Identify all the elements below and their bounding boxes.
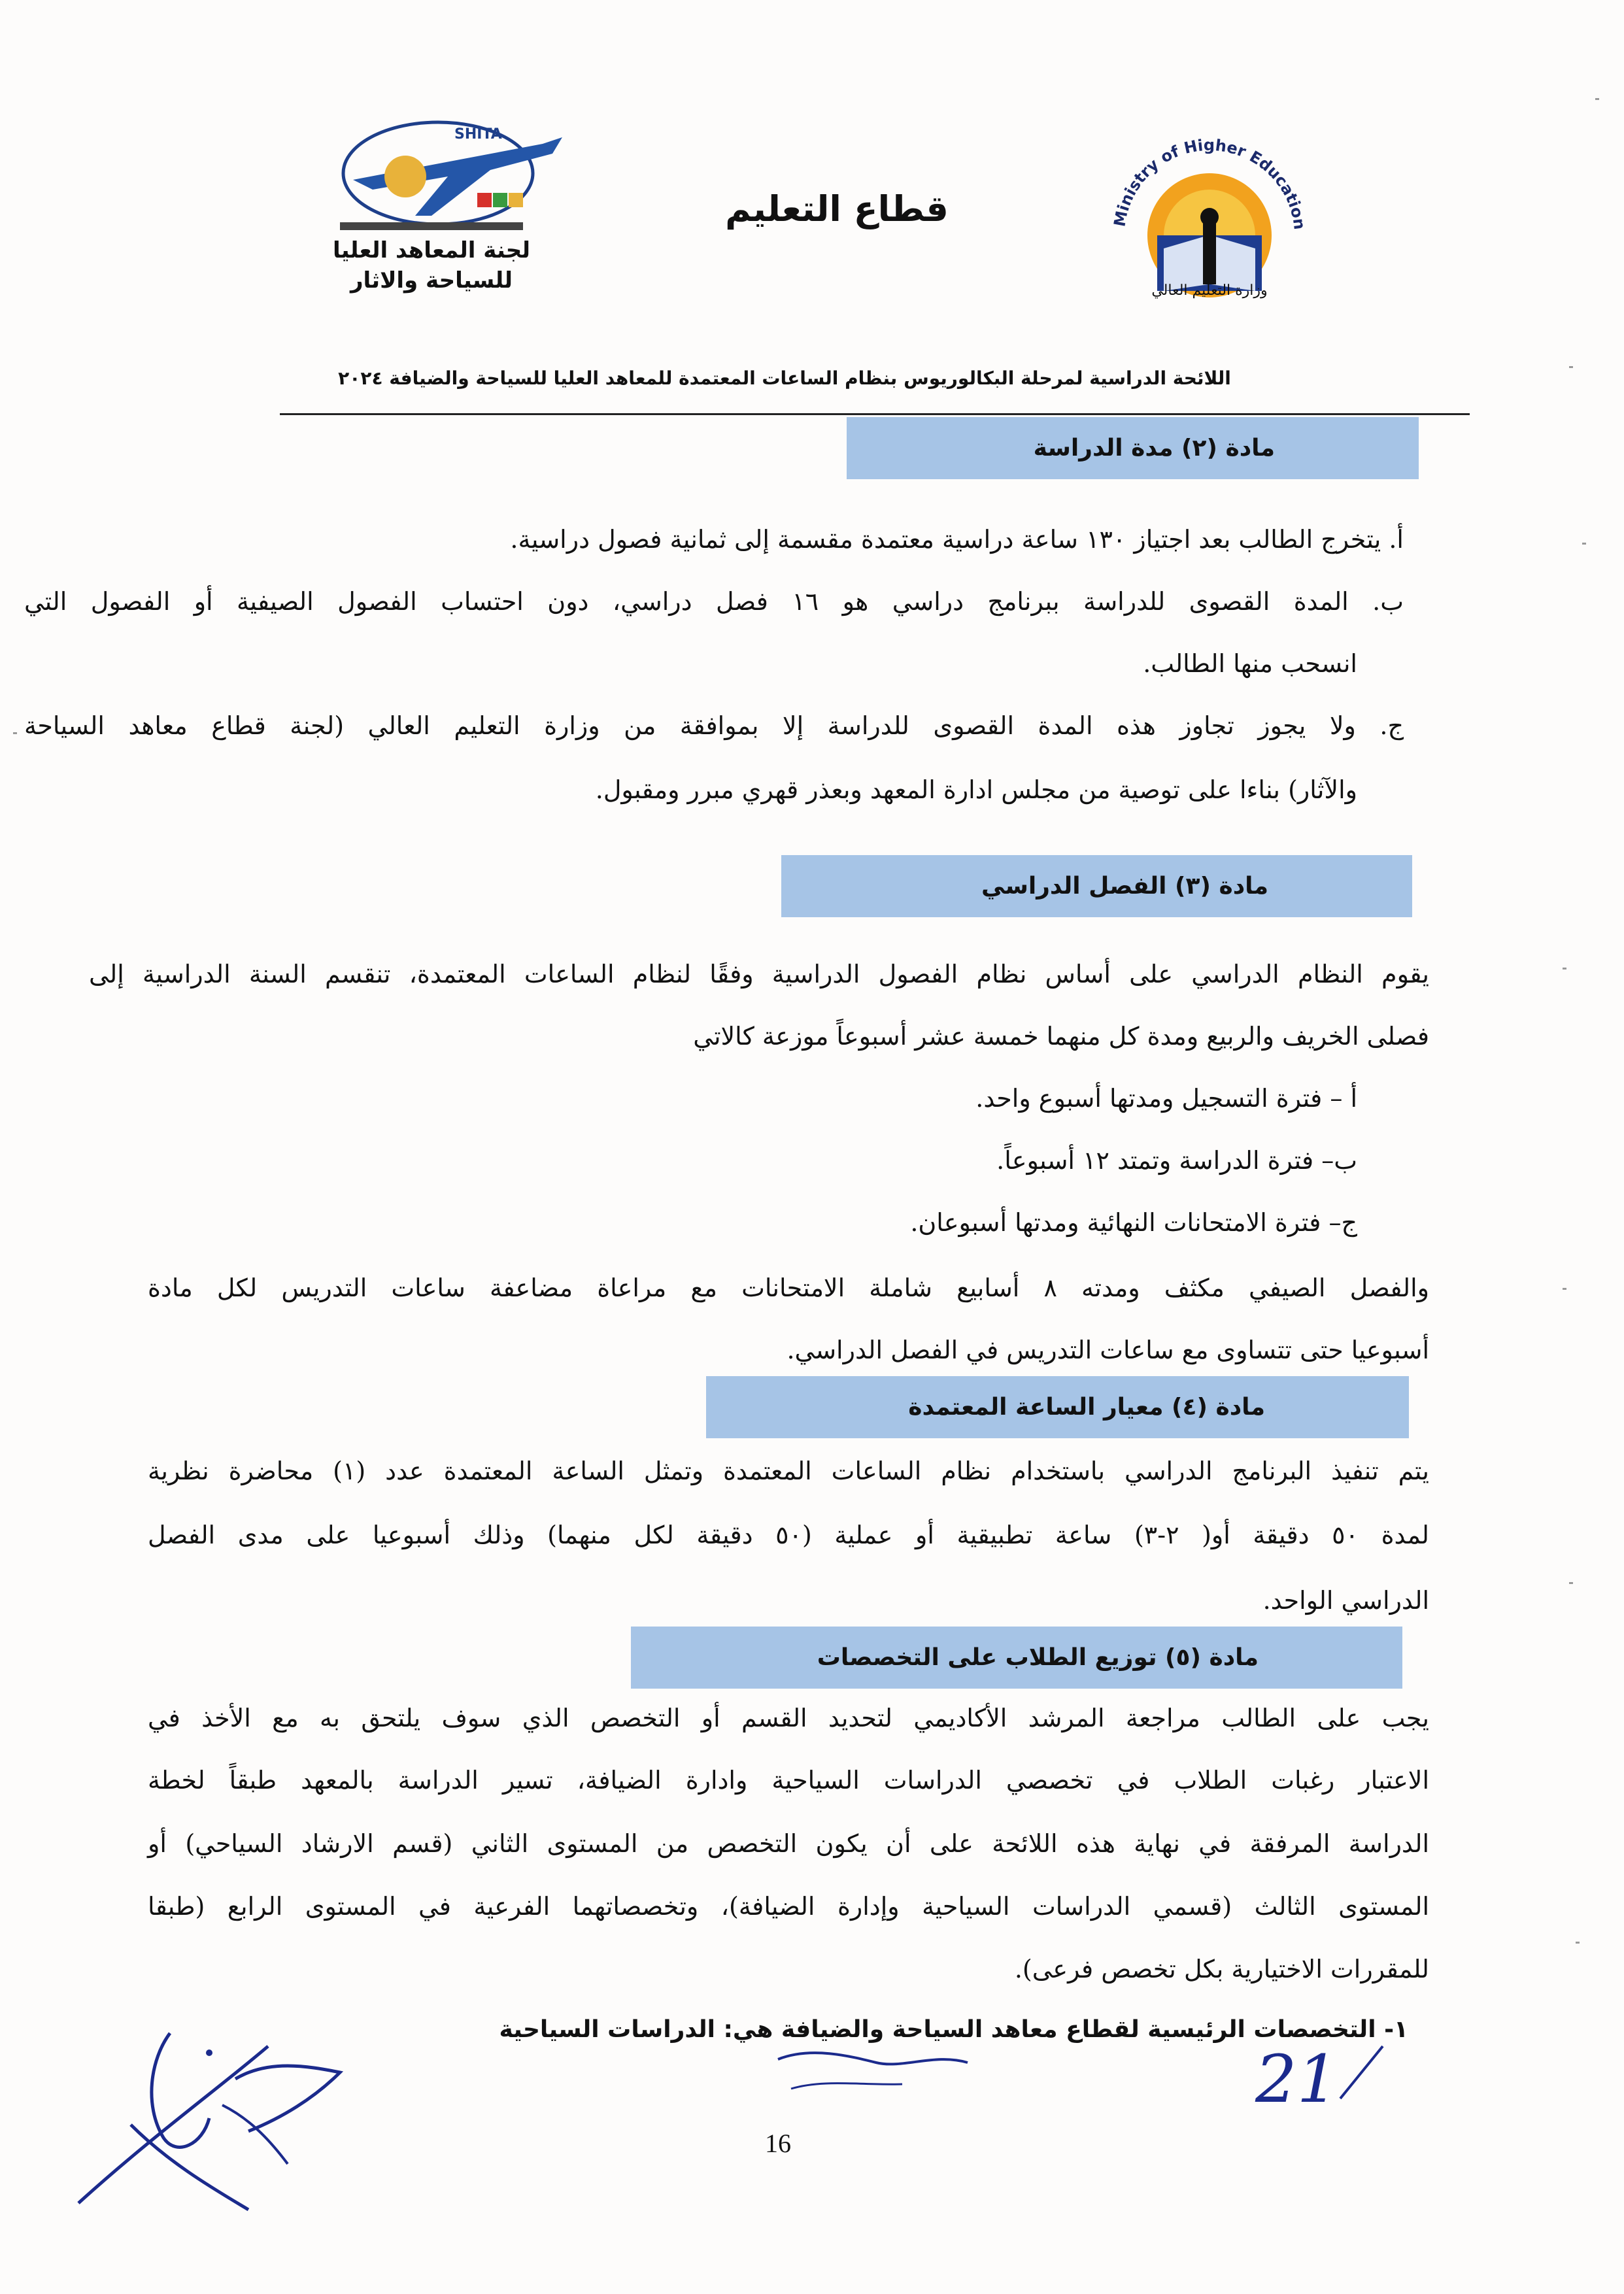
- scan-speck: [1595, 98, 1599, 100]
- scan-speck: [1563, 1288, 1566, 1290]
- page-number: 16: [765, 2129, 791, 2158]
- article3-para1-line1: يقوم النظام الدراسي على أساس نظام الفصول الدراسية وفقًا لنظام الساعات المعتمدة، تنقسم السنة الدراسية إلى: [89, 960, 1429, 988]
- article3-para2-line1: والفصل الصيفي مكثف ومدته ٨ أسابيع شاملة الامتحانات مع مراعاة مضاعفة ساعات التدريس لكل مادة: [148, 1274, 1430, 1302]
- svg-text:Ministry of Higher Education: Ministry of Higher Education: [1110, 137, 1309, 231]
- article2-heading: [847, 417, 1419, 479]
- sector-title: قطاع التعليم: [725, 188, 949, 229]
- committee-name: [275, 235, 588, 295]
- article3-item-c: ج– فترة الامتحانات النهائية ومدتها أسبوعان.: [910, 1208, 1357, 1237]
- article5-heading-text: مادة (٥) توزيع الطلاب على التخصصات: [817, 1644, 1259, 1671]
- article5-line4: المستوى الثالث (قسمي الدراسات السياحية وإدارة الضيافة)، وتخصصاتهما الفرعية في المستوى الرابع (طبقا: [148, 1892, 1430, 1921]
- committee-name-line2: للسياحة والاثار: [350, 267, 513, 294]
- article5-line1: يجب على الطالب مراجعة المرشد الأكاديمي لتحديد القسم أو التخصص الذي سوف يلتحق به مع الأخذ في: [148, 1704, 1429, 1732]
- article2-item-b-line2: انسحب منها الطالب.: [1143, 649, 1357, 678]
- article4-heading: [706, 1376, 1409, 1438]
- article5-line6: ١- التخصصات الرئيسية لقطاع معاهد السياحة والضيافة هي: الدراسات السياحية: [499, 2016, 1408, 2043]
- committee-name-line1: لجنة المعاهد العليا: [333, 237, 530, 263]
- article4-line3: الدراسي الواحد.: [1262, 1586, 1429, 1615]
- article5-line3: الدراسة المرفقة في نهاية هذه اللائحة على أن يكون التخصص من المستوى الثاني (قسم الارشاد السياحي) أو: [148, 1829, 1429, 1858]
- signature: [52, 2007, 366, 2223]
- article4-line1: يتم تنفيذ البرنامج الدراسي باستخدام نظام الساعات المعتمدة وتمثل الساعة المعتمدة عدد (١) محاضرة نظرية: [148, 1457, 1429, 1485]
- header-divider: [280, 413, 1470, 415]
- article4-line2: لمدة ٥٠ دقيقة أو( ٢-٣) ساعة تطبيقية أو عملية (٥٠ دقيقة لكل منهما) وذلك أسبوعيا على مدى الفصل: [148, 1521, 1430, 1549]
- article3-heading-text: مادة (٣) الفصل الدراسي: [981, 873, 1268, 900]
- handwritten-number: [1242, 2033, 1399, 2118]
- scan-speck: [1569, 366, 1573, 368]
- article3-para1-line2: فصلى الخريف والربيع ومدة كل منهما خمسة عشر أسبوعاً موزعة كالاتي: [693, 1022, 1429, 1051]
- scan-speck: [1569, 1582, 1573, 1584]
- article3-heading: [781, 855, 1412, 917]
- handwritten-underline: [771, 2033, 981, 2105]
- article3-item-a: أ – فترة التسجيل ومدتها أسبوع واحد.: [975, 1084, 1357, 1113]
- regulation-title: اللائحة الدراسية لمرحلة البكالوريوس بنظام الساعات المعتمدة للمعاهد العليا للسياحة والضيافة ٢٠٢٤: [338, 367, 1231, 389]
- scan-speck: [1582, 543, 1586, 545]
- article2-item-c-line2: والآثار) بناءا على توصية من مجلس ادارة المعهد وبعذر قهري مبرر ومقبول.: [595, 775, 1357, 804]
- article3-item-b: ب– فترة الدراسة وتمتد ١٢ أسبوعاً.: [996, 1146, 1357, 1175]
- article5-line5: للمقررات الاختيارية بكل تخصص فرعى).: [1014, 1955, 1429, 1983]
- scan-speck: [1576, 1942, 1580, 1944]
- article2-item-a: أ. يتخرج الطالب بعد اجتياز ١٣٠ ساعة دراسية معتمدة مقسمة إلى ثمانية فصول دراسية.: [510, 525, 1404, 554]
- ministry-logo: [1085, 137, 1334, 307]
- scan-speck: [1563, 968, 1566, 970]
- article2-item-b-line1: ب. المدة القصوى للدراسة ببرنامج دراسي هو ١٦ فصل دراسي، دون احتساب الفصول الصيفية أو الفصول التي: [24, 587, 1404, 616]
- article3-para2-line2: أسبوعيا حتى تتساوى مع ساعات التدريس في الفصل الدراسي.: [787, 1336, 1429, 1364]
- committee-logo: [327, 118, 588, 248]
- article2-item-c-line1: ج. ولا يجوز تجاوز هذه المدة القصوى للدراسة إلا بموافقة من وزارة التعليم العالي (لجنة قطاع معاهد السياحة: [24, 711, 1404, 740]
- article4-heading-text: مادة (٤) معيار الساعة المعتمدة: [908, 1394, 1265, 1421]
- svg-text:SHITA: SHITA: [454, 126, 502, 143]
- scan-speck: [13, 732, 17, 734]
- article2-heading-text: مادة (٢) مدة الدراسة: [1033, 435, 1275, 462]
- article5-line2: الاعتبار رغبات الطلاب في تخصصي الدراسات السياحية وادارة الضيافة، تسير الدراسة بالمعهد طبقاً لخطة: [148, 1766, 1429, 1795]
- ministry-caption: وزارة التعليم العالي: [1151, 282, 1268, 299]
- svg-text:21: 21: [1255, 2041, 1339, 2117]
- article5-heading: [631, 1627, 1402, 1689]
